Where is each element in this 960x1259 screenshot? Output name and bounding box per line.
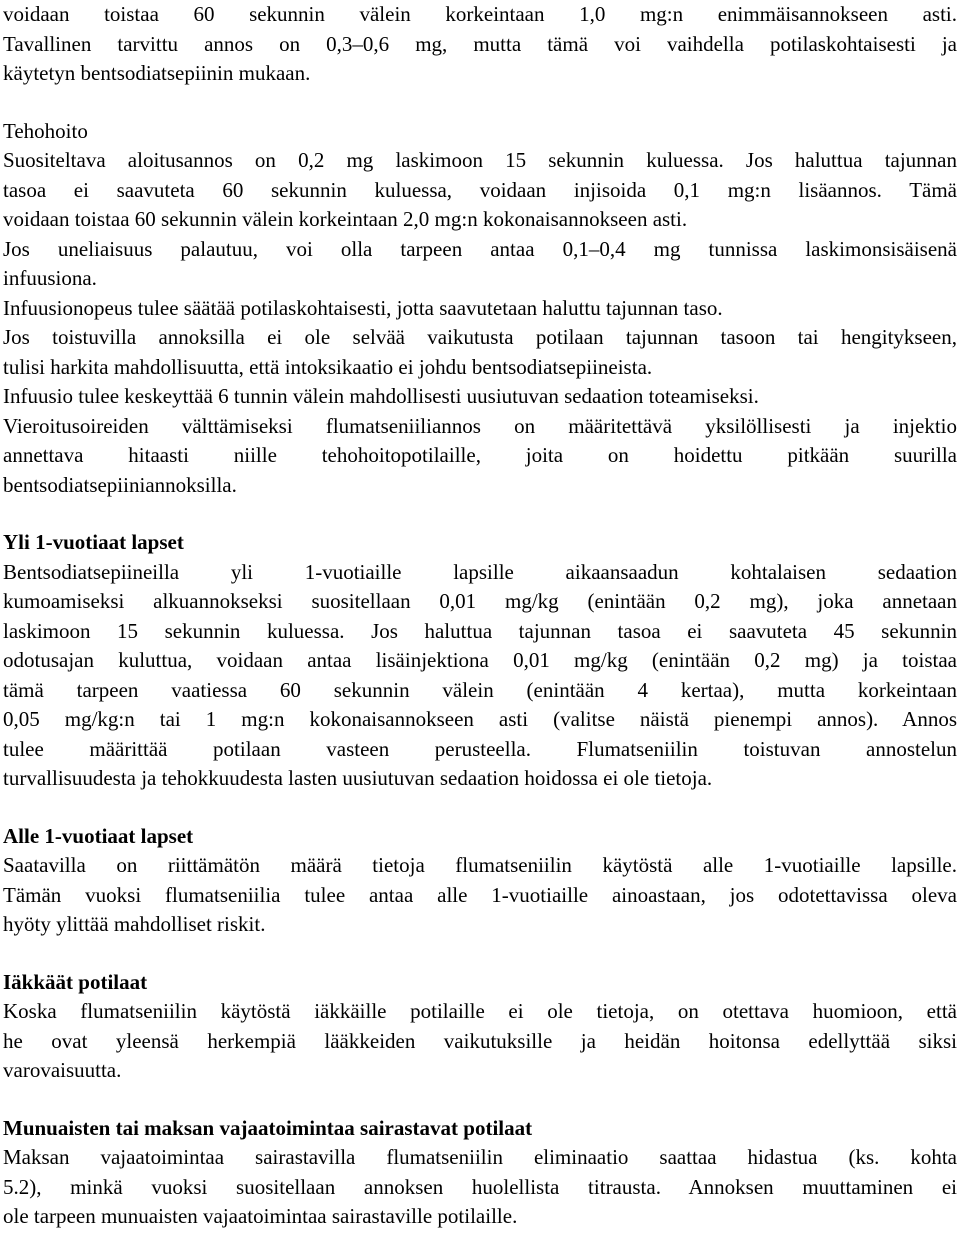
text-line: he ovat yleensä herkempiä lääkkeiden vaikutuksille ja heidän hoitonsa edellyttää siksi [3,1028,957,1053]
section-heading-iakkaat-potilaat: Iäkkäät potilaat [3,969,148,994]
text-line: Infuusio tulee keskeyttää 6 tunnin välein mahdollisesti uusiutuvan sedaation toteamiseksi. [3,384,759,408]
section-heading-tehohoito: Tehohoito [3,118,88,143]
text-line: hyöty ylittää mahdolliset riskit. [3,912,266,936]
text-line: varovaisuutta. [3,1058,122,1082]
text-line: 5.2), minkä vuoksi suositellaan annoksen huolellista titrausta. Annoksen muuttaminen ei [3,1174,957,1199]
section-iakkaat-potilaat [3,968,957,1086]
text-line: tulisi harkita mahdollisuutta, että intoksikaatio ei johdu bentsodiatsepiineista. [3,354,653,379]
text-line: 0,05 mg/kg:n tai 1 mg:n kokonaisannokseen asti (valitse näistä pienempi annos). Annos [3,707,957,731]
text-line: infuusiona. [3,266,97,290]
section-heading-yli-1-vuotiaat: Yli 1-vuotiaat lapset [3,530,184,554]
text-line: Infuusionopeus tulee säätää potilaskohtaisesti, jotta saavutetaan haluttu tajunnan taso. [3,295,723,320]
text-line: Saatavilla on riittämätön määrä tietoja flumatseniilin käytöstä alle 1-vuotiaille lapsille. [3,853,957,877]
text-line: turvallisuudesta ja tehokkuudesta lasten uusiutuvan sedaation hoidossa ei ole tietoja. [3,766,713,790]
section-heading-munuaiset-maksa: Munuaisten tai maksan vajaatoimintaa sairastavat potilaat [3,1115,533,1140]
text-line: voidaan toistaa 60 sekunnin välein korkeintaan 2,0 mg:n kokonaisannokseen asti. [3,207,688,231]
text-line: Jos uneliaisuus palautuu, voi olla tarpeen antaa 0,1–0,4 mg tunnissa laskimonsisäisenä [3,236,957,261]
text-line: Suositeltava aloitusannos on 0,2 mg laskimoon 15 sekunnin kuluessa. Jos haluttua tajunnan [3,148,957,172]
text-line: tämä tarpeen vaatiessa 60 sekunnin välein (enintään 4 kertaa), mutta korkeintaan [3,677,957,702]
text-line: Bentsodiatsepiineilla yli 1-vuotiaille lapsille aikaansaadun kohtalaisen sedaation [3,559,957,584]
text-line: Maksan vajaatoimintaa sairastavilla flumatseniilin eliminaatio saattaa hidastua (ks. kohta [3,1145,957,1169]
section-alle-1-vuotiaat [3,822,957,940]
text-line: bentsodiatsepiiniannoksilla. [3,472,237,497]
section-heading-alle-1-vuotiaat: Alle 1-vuotiaat lapset [3,823,194,848]
continuation-paragraph [3,0,957,89]
document-page [3,0,957,1232]
text-line: käytetyn bentsodiatsepiinin mukaan. [3,61,311,85]
text-line: voidaan toistaa 60 sekunnin välein korkeintaan 1,0 mg:n enimmäisannokseen asti. [3,2,957,26]
section-yli-1-vuotiaat [3,528,957,794]
text-line: kumoamiseksi alkuannokseksi suositellaan 0,01 mg/kg (enintään 0,2 mg), joka annetaan [3,589,957,613]
text-line: Vieroitusoireiden välttämiseksi flumatseniiliannos on määritettävä yksilöllisesti ja injektio [3,413,957,438]
section-munuaiset-maksa [3,1114,957,1232]
text-line: odotusajan kuluttua, voidaan antaa lisäinjektiona 0,01 mg/kg (enintään 0,2 mg) ja toistaa [3,648,957,672]
text-line: ole tarpeen munuaisten vajaatoimintaa sairastaville potilaille. [3,1204,518,1228]
text-line: tulee määrittää potilaan vasteen perusteella. Flumatseniilin toistuvan annostelun [3,736,957,761]
section-tehohoito [3,117,957,501]
text-line: annettava hitaasti niille tehohoitopotilaille, joita on hoidettu pitkään suurilla [3,443,957,467]
text-line: Tavallinen tarvittu annos on 0,3–0,6 mg, mutta tämä voi vaihdella potilaskohtaisesti ja [3,31,957,56]
text-line: Tämän vuoksi flumatseniilia tulee antaa alle 1-vuotiaille ainoastaan, jos odotettavissa oleva [3,882,957,907]
text-line: tasoa ei saavuteta 60 sekunnin kuluessa, voidaan injisoida 0,1 mg:n lisäannos. Tämä [3,177,957,202]
text-line: Jos toistuvilla annoksilla ei ole selvää vaikutusta potilaan tajunnan tasoon tai hengitykseen, [3,325,957,349]
text-line: Koska flumatseniilin käytöstä iäkkäille potilaille ei ole tietoja, on otettava huomioon, että [3,999,957,1023]
text-line: laskimoon 15 sekunnin kuluessa. Jos haluttua tajunnan tasoa ei saavuteta 45 sekunnin [3,618,957,643]
